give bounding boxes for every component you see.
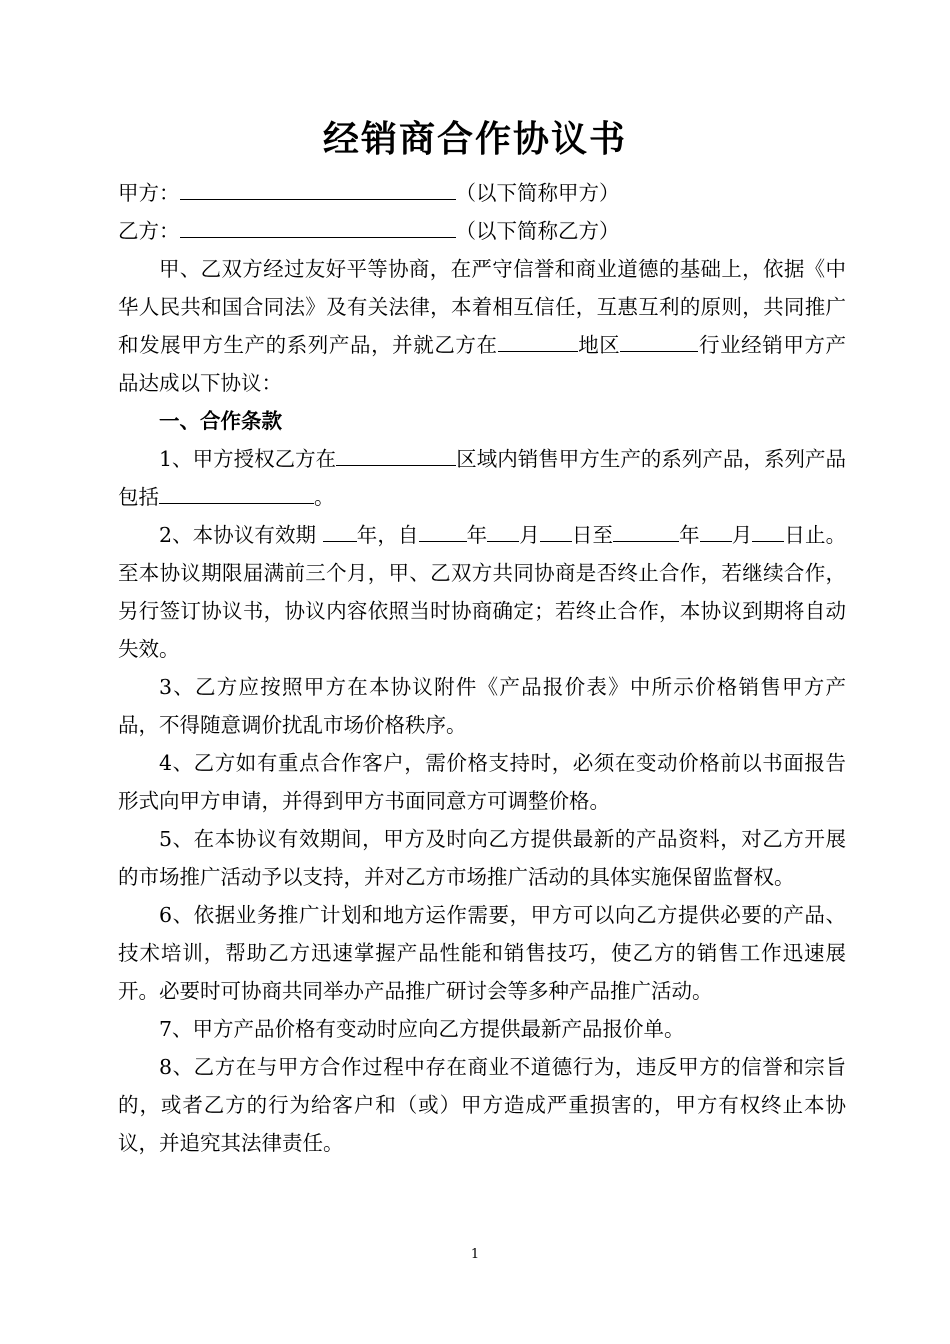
intro-text-3: 行业经销甲方产品达成以下协议： (118, 333, 847, 395)
document-body (118, 174, 846, 1162)
clause-2-text-8: 日止。至本协议期限届满前三个月，甲、乙双方共同协商是否终止合作，若继续合作，另行签订协议书，协议内容依照当时协商确定；若终止合作，本协议到期将自动失效。 (118, 523, 847, 661)
clause-2-text-3: 年 (466, 523, 488, 547)
party-a-name-field[interactable] (180, 175, 456, 200)
start-day-field[interactable] (540, 517, 572, 542)
clause-2-text-5: 日至 (571, 523, 614, 547)
product-list-field[interactable] (159, 479, 314, 504)
clause-2 (118, 516, 846, 668)
intro-paragraph (118, 250, 846, 402)
start-year-field[interactable] (419, 517, 467, 542)
clause-4: 4、乙方如有重点合作客户，需价格支持时，必须在变动价格前以书面报告形式向甲方申请，并得到甲方书面同意方可调整价格。 (118, 751, 846, 813)
clause-3: 3、乙方应按照甲方在本协议附件《产品报价表》中所示价格销售甲方产品，不得随意调价扰乱市场价格秩序。 (118, 675, 846, 737)
intro-text-1: 甲、乙双方经过友好平等协商，在严守信誉和商业道德的基础上，依据《中华人民共和国合同法》及有关法律，本着相互信任，互惠互利的原则，共同推广和发展甲方生产的系列产品，并就乙方在 (118, 257, 846, 357)
term-years-field[interactable] (323, 517, 357, 542)
end-month-field[interactable] (700, 517, 732, 542)
party-b-line (118, 212, 846, 250)
party-a-line (118, 174, 846, 212)
industry-field[interactable] (620, 327, 698, 352)
end-day-field[interactable] (752, 517, 784, 542)
clause-2-text-7: 月 (731, 523, 753, 547)
clause-6: 6、依据业务推广计划和地方运作需要，甲方可以向乙方提供必要的产品、技术培训，帮助乙方迅速掌握产品性能和销售技巧，使乙方的销售工作迅速展开。必要时可协商共同举办产品推广研讨会等多种产品推广活动。 (118, 903, 846, 1003)
start-month-field[interactable] (487, 517, 519, 542)
party-a-note: （以下简称甲方） (455, 181, 620, 205)
clause-2-text-1: 2、本协议有效期 (159, 523, 323, 547)
clause-1-text-1: 1、甲方授权乙方在 (159, 447, 337, 471)
party-b-name-field[interactable] (180, 213, 456, 238)
clause-2-text-2: 年，自 (356, 523, 419, 547)
party-b-label: 乙方： (118, 219, 180, 243)
clause-5: 5、在本协议有效期间，甲方及时向乙方提供最新的产品资料，对乙方开展的市场推广活动予以支持，并对乙方市场推广活动的具体实施保留监督权。 (118, 827, 846, 889)
party-a-label: 甲方： (118, 181, 180, 205)
clause-8: 8、乙方在与甲方合作过程中存在商业不道德行为，违反甲方的信誉和宗旨的，或者乙方的行为给客户和（或）甲方造成严重损害的，甲方有权终止本协议，并追究其法律责任。 (118, 1055, 846, 1155)
clause-1-text-2: 区域内销售甲方生产的系列产品，系列产品包括 (118, 447, 847, 509)
end-year-field[interactable] (613, 517, 679, 542)
intro-text-2: 地区 (577, 333, 621, 357)
clause-2-text-4: 月 (519, 523, 540, 547)
clause-1-text-3: 。 (314, 485, 335, 509)
clause-1 (118, 440, 846, 516)
region-field[interactable] (498, 327, 578, 352)
section-1-heading: 一、合作条款 (159, 409, 282, 433)
page-number: 1 (470, 1247, 480, 1262)
party-b-note: （以下简称乙方） (455, 219, 620, 243)
sales-area-field[interactable] (336, 441, 456, 466)
clause-7: 7、甲方产品价格有变动时应向乙方提供最新产品报价单。 (159, 1017, 685, 1041)
document-title: 经销商合作协议书 (322, 119, 627, 160)
clause-2-text-6: 年 (679, 523, 700, 547)
